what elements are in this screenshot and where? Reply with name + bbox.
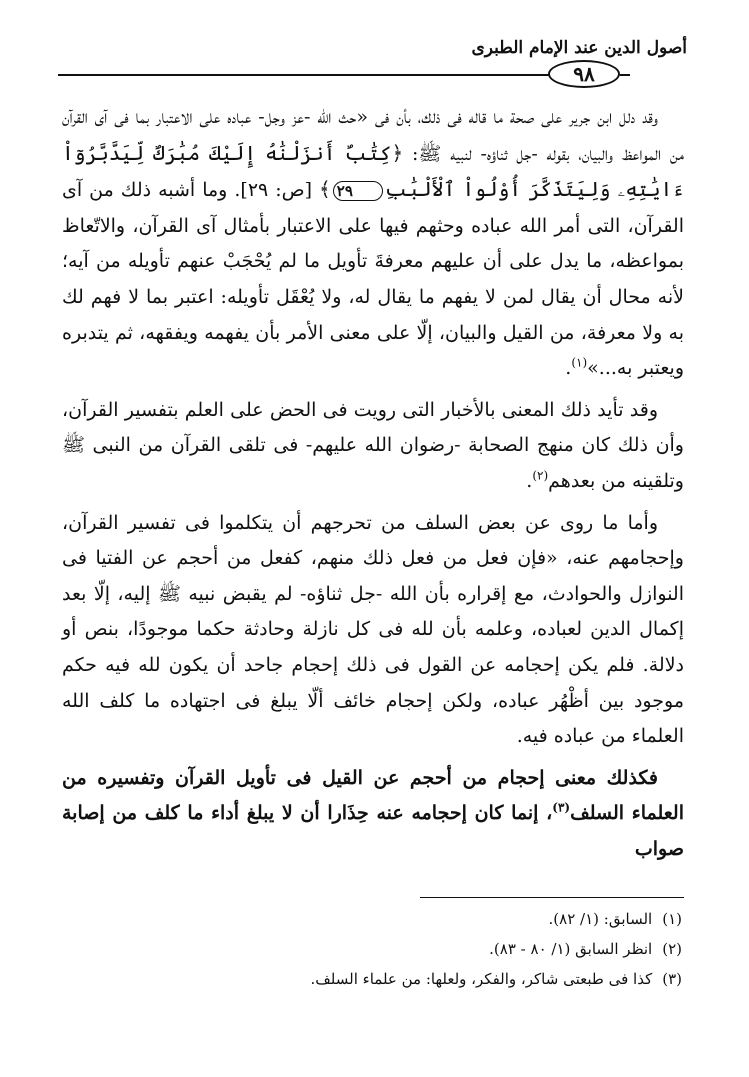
footnote-text: كذا فى طبعتى شاكر، والفكر، ولعلها: من علماء السلف. [310, 970, 653, 988]
paragraph-text: . [526, 469, 533, 492]
paragraph-text: فكذلك معنى إحجام من أحجم عن القيل فى تأويل القرآن وتفسيره من العلماء السلف [62, 766, 684, 825]
main-text [62, 100, 684, 867]
footnote-separator [420, 897, 684, 898]
footnote-ref: (١) [571, 355, 588, 370]
paragraph-text: ، إنما كان إحجامه عنه حِذَارا أن لا يبلغ أداء ما كلف من إصابة صواب [62, 802, 684, 860]
footnote-ref: (٣) [552, 800, 571, 815]
footnote-number: (١) [662, 910, 682, 928]
footnote-text: انظر السابق (١/ ٨٠ - ٨٣). [489, 940, 653, 958]
paragraph [62, 761, 684, 868]
quran-verse: ﴿كِتَٰبٌ أَنزَلْنَٰهُ إِلَيْكَ مُبَٰرَكٌ لِّيَدَّبَّرُوٓاْ ءَايَٰتِهِۦ وَلِيَتَذَكَّرَ أُوْلُواْ ٱلْأَلْبَٰبِ [62, 140, 684, 202]
footnote [62, 934, 684, 964]
paragraph-text: وقد دلل ابن جرير على صحة ما قاله فى ذلك، بأن فى «حث الله -عز وجل- عباده على الاعتبار بما فى آى القرآن من المواعظ والبيان، بقوله -جل ثناؤه- لنبيه ﷺ: [62, 106, 685, 165]
paragraph [62, 393, 684, 500]
quran-verse: ﴾ [319, 177, 331, 202]
footnote-text: السابق: (١/ ٨٢). [548, 910, 653, 928]
header-rule [58, 74, 550, 76]
paragraph [62, 100, 684, 387]
page-number: ٩٨ [548, 60, 620, 88]
paragraph-text: . [565, 357, 572, 380]
footnotes [62, 904, 684, 994]
paragraph-text: وأما ما روى عن بعض السلف من تحرجهم أن يتكلموا فى تفسير القرآن، وإحجامهم عنه، «فإن فعل من فعل ذلك منهم، كفعل من أحجم عن الفتيا فى النوازل والحوادث، مع إقراره بأن الله -جل ثناؤه- لم يقبض نبيه ﷺ إليه، إلّا بعد إكمال الدين لعباده، وعلمه بأن لله فى كل نازلة وحادثة حكما موجودًا، بنص أو دلالة. فلم يكن إحجامه عن القول فى ذلك إحجام جاحد أن يكون لله فيه حكم موجود بين أظْهُر عباده، ولكن إحجام خائف ألّا يبلغ فى اجتهاده ما كلف الله العلماء من عباده فيه. [62, 511, 684, 748]
running-head-title: أصول الدين عند الإمام الطبرى [471, 38, 687, 58]
paragraph-text: وقد تأيد ذلك المعنى بالأخبار التى رويت فى الحض على العلم بتفسير القرآن، وأن ذلك كان منهج الصحابة -رضوان الله عليهم- فى تلقى القرآن من النبى ﷺ وتلقينه من بعدهم [62, 398, 684, 492]
footnote-number: (٢) [662, 940, 682, 958]
header-rule-end [620, 74, 630, 76]
footnote-number: (٣) [662, 970, 682, 988]
paragraph [62, 506, 684, 755]
footnote-ref: (٢) [532, 468, 549, 483]
paragraph-text: [ص: ٢٩]. وما أشبه ذلك من آى القرآن، التى أمر الله عباده وحثهم فيها على الاعتبار بأمثال آى القرآن، والاتّعاظ بمواعظه، ما يدل على أن عليهم معرفةَ تأويل ما لم يُحْجَبْ عنهم تأويله من آيه؛ لأنه محال أن يقال لمن لا يفهم ما يقال له، ولا يُعْقَل تأويله: اعتبر بما لا فهم لك به ولا معرفة، من القيل والبيان، إلّا على معنى الأمر بأن يفهمه ويفقهه، ثم يتدبره ويعتبر به...» [62, 179, 684, 380]
footnote [62, 964, 684, 994]
ayah-number: ٢٩ [333, 181, 383, 201]
footnote [62, 904, 684, 934]
